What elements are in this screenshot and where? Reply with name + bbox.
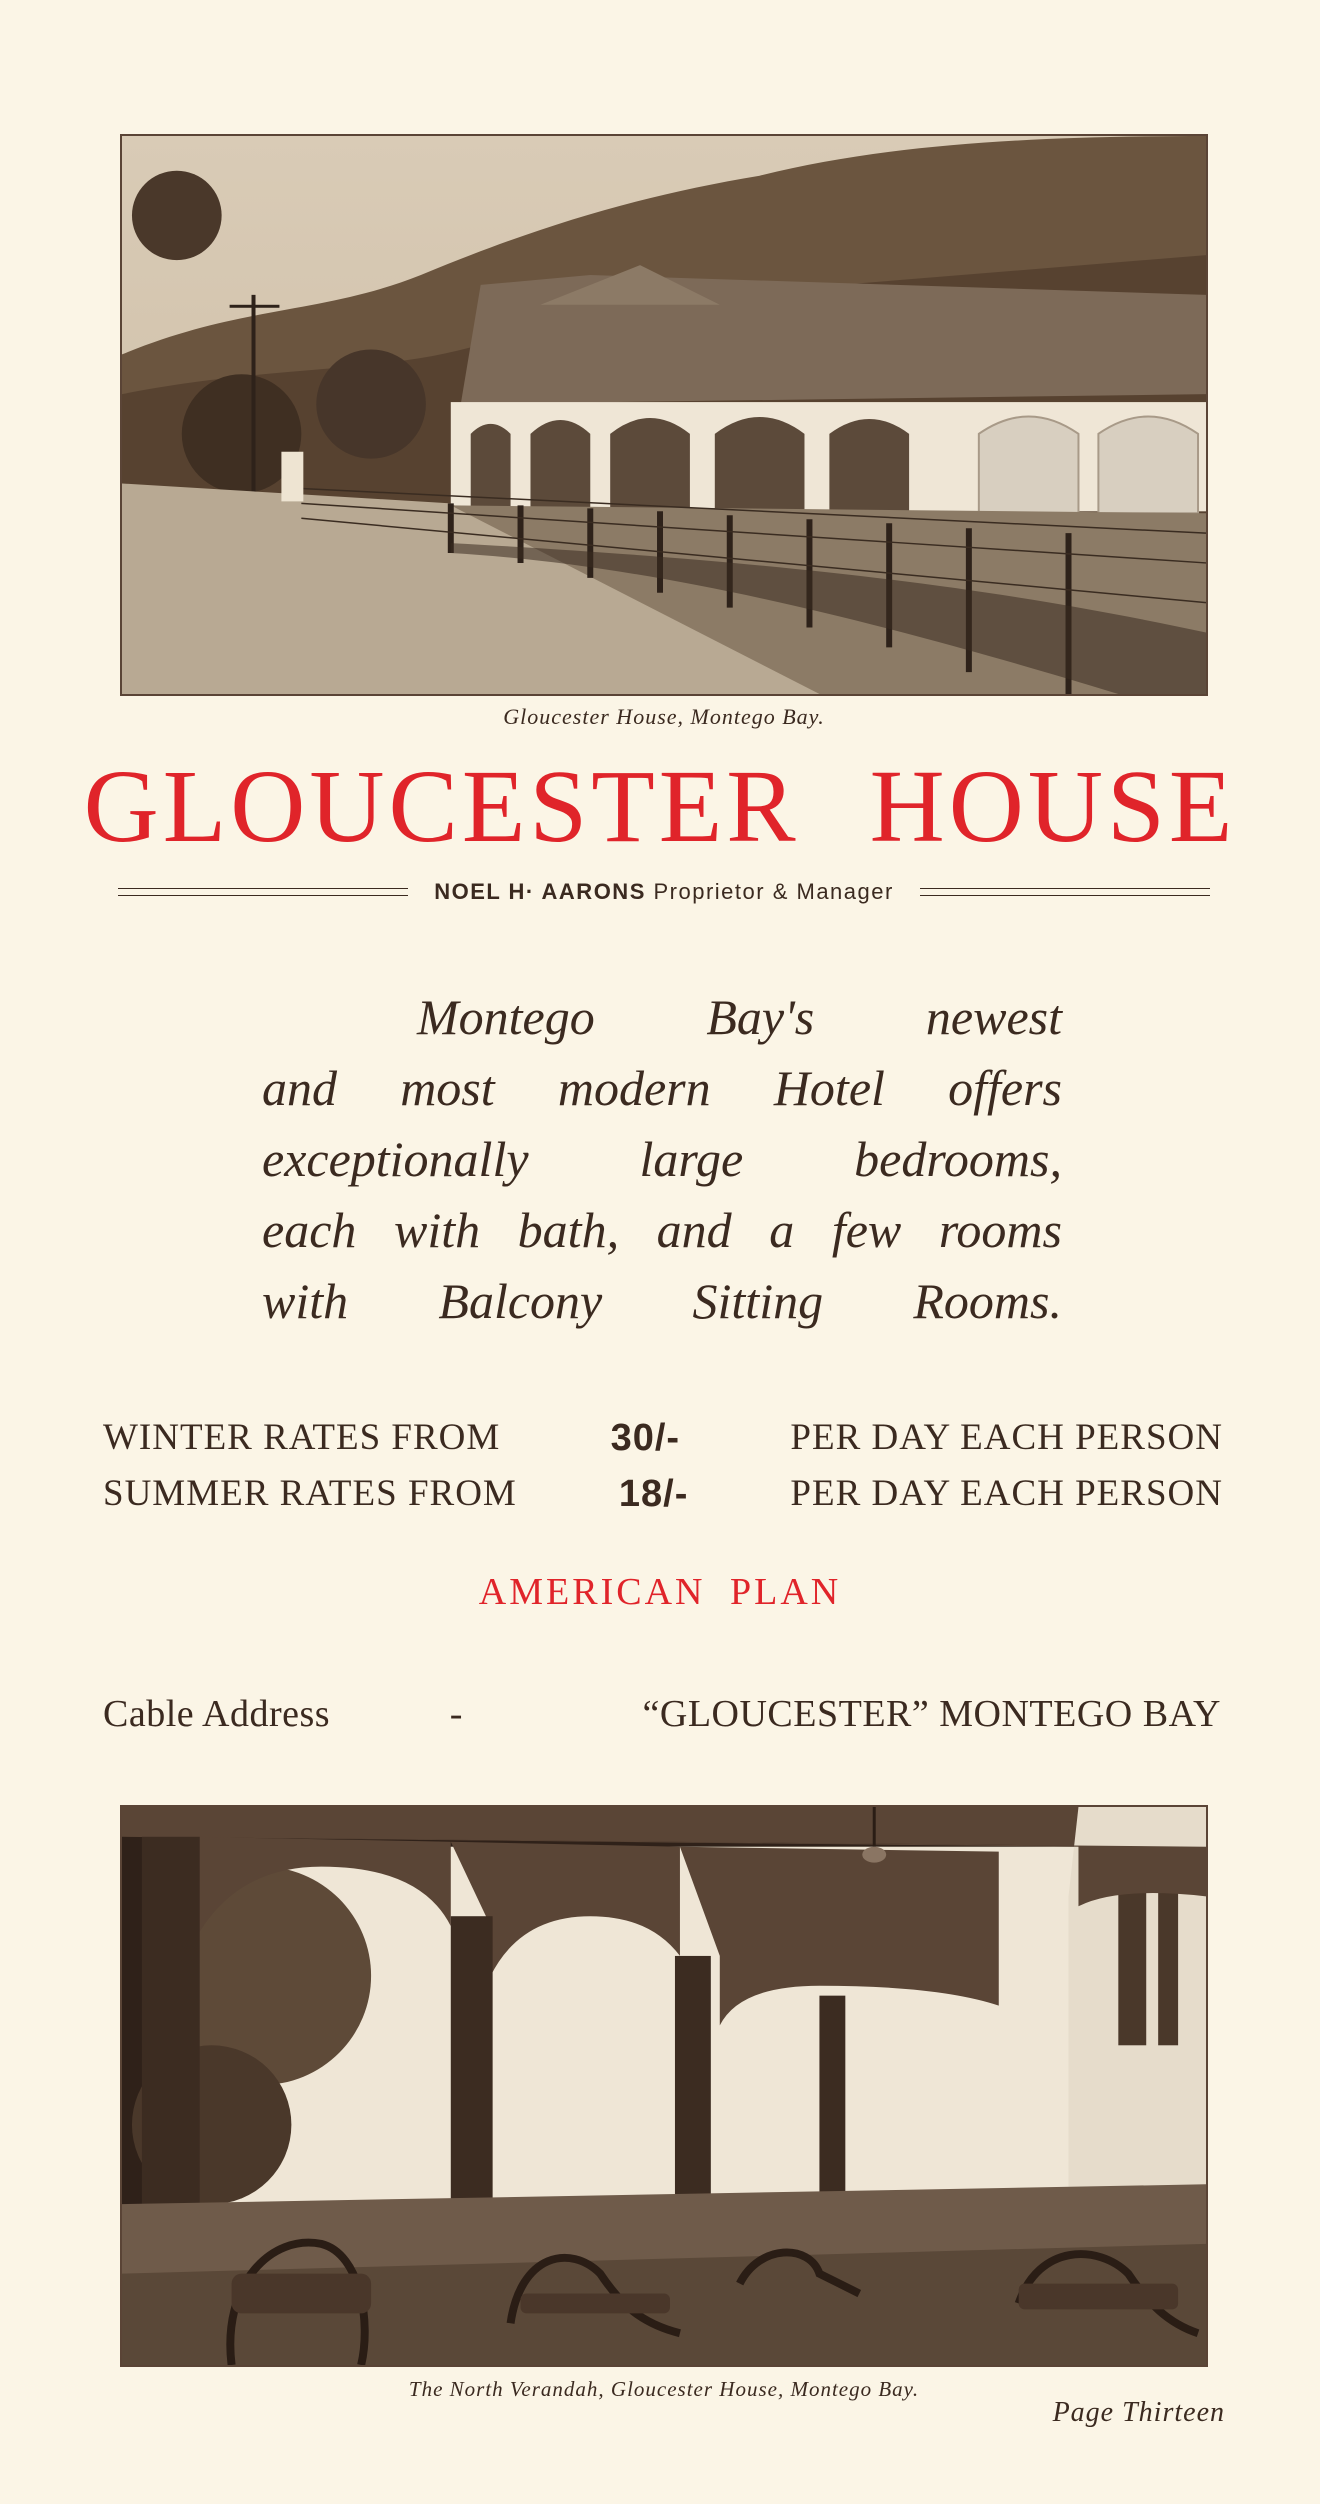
intro-paragraph — [262, 982, 1062, 1337]
verandah-photo — [120, 1805, 1208, 2367]
top-photo-caption: Gloucester House, Montego Bay. — [503, 704, 825, 729]
left-double-rule — [118, 888, 408, 896]
intro-line: with Balcony Sitting Rooms. — [262, 1273, 1062, 1329]
right-double-rule — [920, 888, 1210, 896]
winter-rate-line — [103, 1410, 1223, 1466]
cable-label: Cable Address — [103, 1693, 331, 1735]
hotel-exterior-illustration — [122, 136, 1206, 694]
plan-heading: AMERICAN PLAN — [478, 1571, 842, 1613]
intro-line: and most modern Hotel offers — [262, 1060, 1062, 1116]
proprietor-row — [118, 874, 1210, 910]
rate-label: WINTER RATES FROM — [103, 1417, 501, 1458]
rate-amount: 30/- — [610, 1417, 681, 1459]
page-number: Page Thirteen — [1052, 2397, 1225, 2428]
cable-dash: - — [449, 1693, 463, 1735]
rate-suffix: PER DAY EACH PERSON — [790, 1473, 1223, 1514]
page-title: GLOUCESTER HOUSE — [83, 749, 1237, 864]
rate-suffix: PER DAY EACH PERSON — [790, 1417, 1223, 1458]
rates-block — [103, 1410, 1223, 1522]
bottom-photo-caption: The North Verandah, Gloucester House, Montego Bay. — [408, 2377, 920, 2401]
proprietor-line — [408, 879, 920, 905]
rate-amount: 18/- — [618, 1473, 689, 1515]
intro-line: each with bath, and a few rooms — [262, 1202, 1062, 1258]
cable-address — [103, 1692, 1221, 1736]
cable-value: “GLOUCESTER” MONTEGO BAY — [642, 1693, 1221, 1735]
rate-label: SUMMER RATES FROM — [103, 1473, 517, 1514]
hotel-exterior-photo — [120, 134, 1208, 696]
verandah-illustration — [122, 1807, 1206, 2365]
proprietor-role: Proprietor & Manager — [653, 879, 894, 904]
intro-line: Montego Bay's newest — [417, 989, 1062, 1045]
intro-line: exceptionally large bedrooms, — [262, 1131, 1062, 1187]
proprietor-name: NOEL H· AARONS — [434, 879, 646, 904]
summer-rate-line — [103, 1466, 1223, 1522]
